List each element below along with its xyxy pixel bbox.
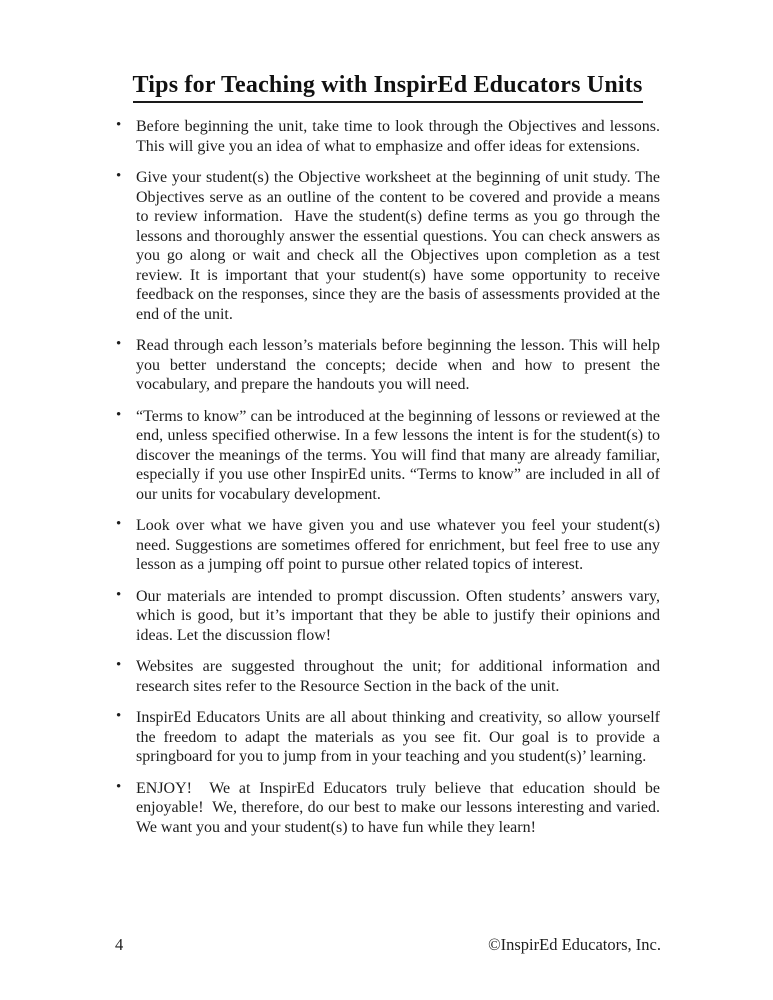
bullet-icon: •: [116, 336, 122, 352]
page-title-text: Tips for Teaching with InspirEd Educators Units: [133, 72, 643, 103]
tip-text: “Terms to know” can be introduced at the beginning of lessons or reviewed at the end, unless specified otherwise. In a few lessons the intent is for the student(s) to discover the meanings of the terms. You will find that many are already familiar, especially if you use other InspirEd units. “Terms to know” are included in all of our units for vocabulary development.: [136, 407, 664, 503]
tip-item: [115, 117, 664, 156]
bullet-icon: •: [116, 117, 122, 133]
tip-item: [115, 516, 664, 575]
bullet-icon: •: [116, 406, 122, 423]
tip-text: Give your student(s) the Objective worksheet at the beginning of unit study. The Objectives serve as an outline of the content to be covered and provide a means to review information. Have the student(s) define terms as you go through the lessons and thoroughly answer the essential questions. You can check answers as you go along or wait and check all the Objectives upon completion as a test review. It is important that your student(s) have some opportunity to receive feedback on the responses, since they are the basis of assessments provided at the end of the unit.: [136, 169, 664, 323]
tip-item: [115, 778, 668, 838]
tip-text: Before beginning the unit, take time to look through the Objectives and lessons. This will give you an idea of what to emphasize and offer ideas for extensions.: [136, 118, 664, 155]
tip-item: [115, 657, 664, 696]
bullet-icon: •: [116, 168, 122, 184]
page-footer: [115, 935, 661, 955]
tip-text: Look over what we have given you and use whatever you feel your student(s) need. Suggestions are sometimes offered for enrichment, but feel free to use any lesson as a jumping off point to pursue other related topics of interest.: [136, 517, 664, 573]
tips-list: [115, 117, 668, 849]
tip-text: Our materials are intended to prompt discussion. Often students’ answers vary, which is good, but it’s important that they be able to justify their opinions and ideas. Let the discussion flow!: [136, 587, 664, 644]
tip-item: [115, 586, 664, 646]
bullet-icon: •: [116, 778, 122, 795]
tip-item: [115, 336, 664, 395]
tip-text: InspirEd Educators Units are all about thinking and creativity, so allow yourself the freedom to adapt the materials as you see fit. Our goal is to provide a springboard for you to jump from in your teaching and you student(s)’ learning.: [136, 709, 664, 765]
page-number: 4: [115, 935, 124, 954]
bullet-icon: •: [116, 586, 122, 603]
bullet-icon: •: [116, 516, 122, 532]
bullet-icon: •: [116, 657, 122, 673]
copyright-text: ©InspirEd Educators, Inc.: [488, 935, 661, 954]
tip-text: ENJOY! We at InspirEd Educators truly believe that education should be enjoyable! We, therefore, do our best to make our lessons interesting and varied. We want you and your student(s) to have fun while they learn!: [136, 779, 668, 836]
tip-text: Websites are suggested throughout the unit; for additional information and research sites refer to the Resource Section in the back of the unit.: [136, 658, 664, 695]
tip-item: [115, 168, 664, 324]
tip-text: Read through each lesson’s materials before beginning the lesson. This will help you better understand the concepts; decide when and how to present the vocabulary, and prepare the handouts you will need.: [136, 337, 664, 393]
bullet-icon: •: [116, 708, 122, 724]
page-title: [110, 72, 665, 103]
tip-item: [115, 406, 664, 505]
tip-item: [115, 708, 664, 767]
